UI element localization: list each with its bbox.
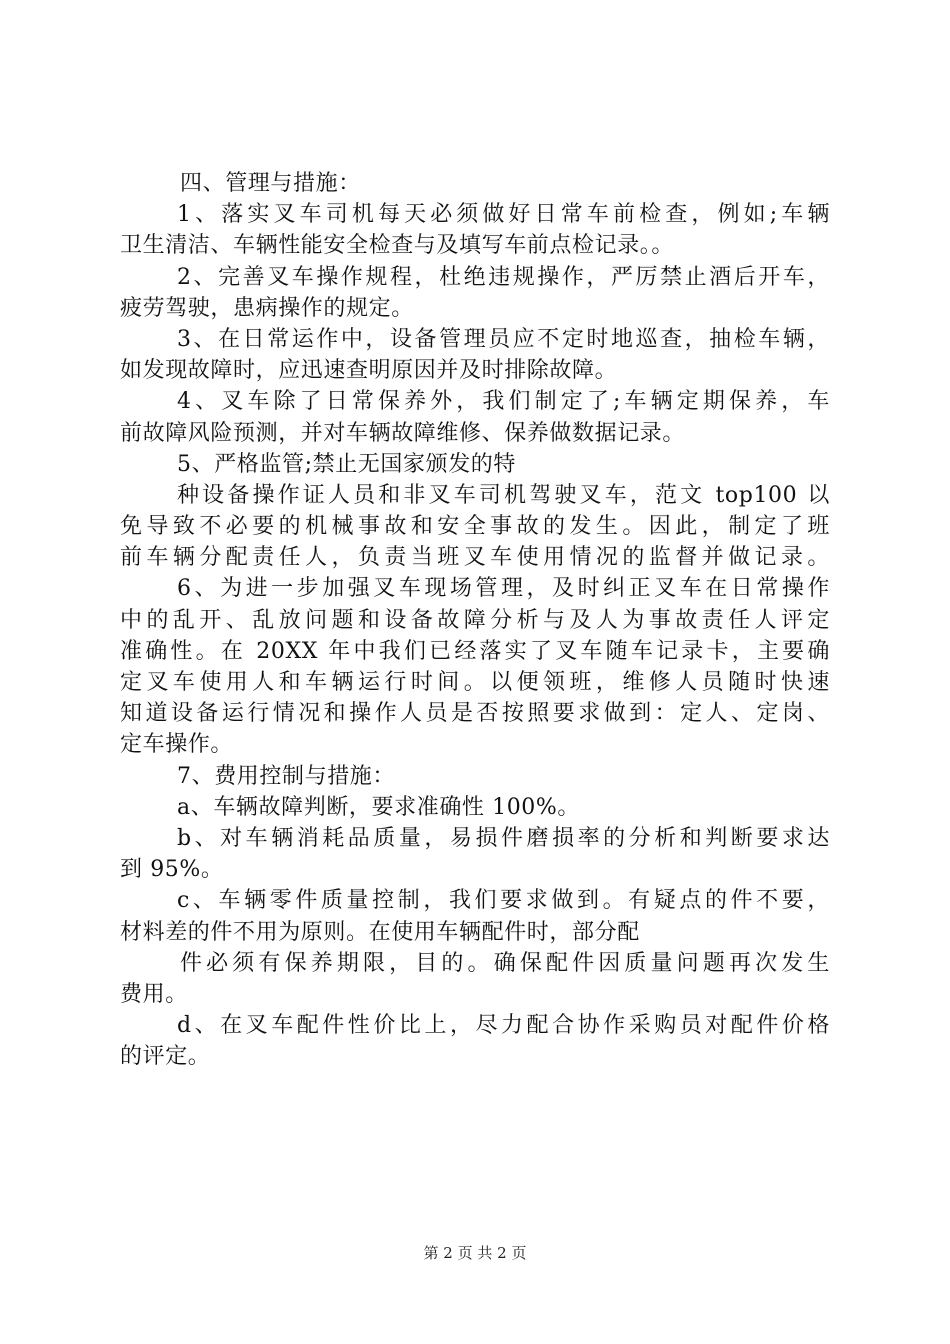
text-line: 定车操作。	[120, 732, 234, 758]
text-line: a、车辆故障判断，要求准确性 100%。	[177, 794, 581, 820]
text-line: 种设备操作证人员和非叉车司机驾驶叉车，范文 top100 以	[177, 482, 830, 508]
document-body	[120, 168, 830, 1072]
text-line: 2、完善叉车操作规程，杜绝违规操作，严厉禁止酒后开车，	[177, 264, 830, 290]
text-line: 定叉车使用人和车辆运行时间。以便领班，维修人员随时快速	[120, 670, 830, 695]
text-line: 材料差的件不用为原则。在使用车辆配件时，部分配	[120, 919, 640, 945]
text-line: 3、在日常运作中，设备管理员应不定时地巡查，抽检车辆，	[177, 326, 830, 352]
text-line: 费用。	[120, 981, 188, 1007]
text-line: 中的乱开、乱放问题和设备故障分析与及人为事故责任人评定	[120, 607, 830, 633]
text-line: 知道设备运行情况和操作人员是否按照要求做到：定人、定岗、	[120, 701, 830, 727]
text-line: b、对车辆消耗品质量，易损件磨损率的分析和判断要求达	[177, 825, 830, 851]
text-line: 前车辆分配责任人，负责当班叉车使用情况的监督并做记录。	[120, 545, 830, 571]
text-line: 如发现故障时，应迅速查明原因并及时排除故障。	[120, 358, 618, 384]
text-line: 准确性。在 20XX 年中我们已经落实了叉车随车记录卡，主要确	[120, 638, 830, 664]
text-line: d、在叉车配件性价比上，尽力配合协作采购员对配件价格	[177, 1013, 830, 1039]
text-line: c、车辆零件质量控制，我们要求做到。有疑点的件不要，	[177, 888, 830, 914]
text-line: 的评定。	[120, 1044, 211, 1070]
text-line: 前故障风险预测，并对车辆故障维修、保养做数据记录。	[120, 420, 686, 446]
text-line: 7、费用控制与措施：	[177, 763, 395, 789]
text-line: 到 95%。	[120, 857, 224, 883]
text-line: 1、落实叉车司机每天必须做好日常车前检查，例如;车辆	[177, 202, 830, 228]
text-line: 5、严格监管;禁止无国家颁发的特	[177, 451, 517, 477]
text-line: 4、叉车除了日常保养外，我们制定了;车辆定期保养，车	[177, 389, 830, 415]
text-line: 6、为进一步加强叉车现场管理，及时纠正叉车在日常操作	[177, 576, 830, 602]
text-line: 卫生清洁、车辆性能安全检查与及填写车前点检记录。。	[120, 233, 675, 259]
text-line: 四、管理与措施：	[180, 171, 361, 196]
text-line: 件必须有保养期限，目的。确保配件因质量问题再次发生	[180, 950, 830, 976]
page-footer: 第 2 页 共 2 页	[423, 1244, 527, 1262]
text-line: 疲劳驾驶，患病操作的规定。	[120, 295, 414, 321]
text-line: 免导致不必要的机械事故和安全事故的发生。因此，制定了班	[120, 514, 830, 540]
